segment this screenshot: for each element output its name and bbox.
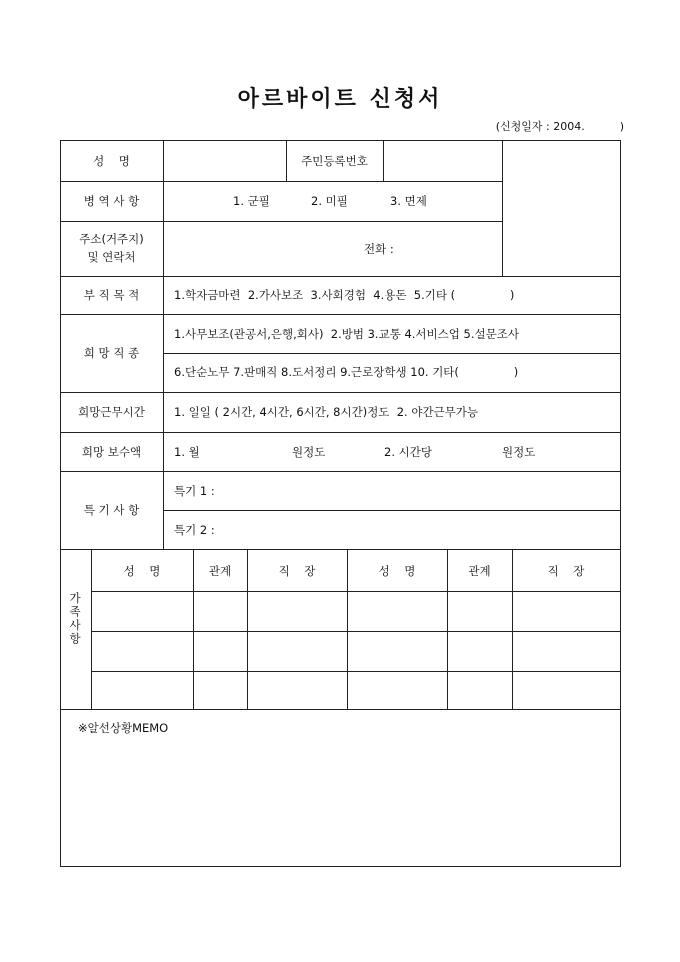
row-divider	[60, 181, 502, 182]
row-divider	[60, 314, 621, 315]
id-number-label: 주민등록번호	[301, 154, 368, 168]
military-option-not-served: 2. 미필	[311, 194, 348, 208]
military-label: 병 역 사 항	[83, 194, 140, 208]
pay-label: 희망 보수액	[81, 445, 142, 459]
row-divider	[91, 671, 621, 672]
work-time-options: 1. 일일 ( 2시간, 4시간, 6시간, 8시간)정도 2. 야간근무가능	[174, 405, 479, 419]
table-border-bottom	[60, 866, 621, 867]
special-item-2: 특기 2 :	[174, 523, 215, 537]
row-divider	[60, 471, 621, 472]
col-divider	[163, 140, 164, 550]
job-type-options-line1: 1.사무보조(관공서,은행,회사) 2.방범 3.교통 4.서비스업 5.설문조사	[174, 327, 519, 341]
special-item-1: 특기 1 :	[174, 484, 215, 498]
phone-label: 전화 :	[364, 242, 394, 256]
row-divider	[163, 510, 621, 511]
address-label-line1: 주소(거주지)	[79, 232, 144, 246]
row-divider	[91, 591, 621, 592]
family-section-label: 가족사항	[68, 592, 82, 646]
row-divider	[60, 432, 621, 433]
row-divider	[60, 276, 621, 277]
family-header-name: 성 명	[123, 564, 161, 578]
pay-hourly-suffix: 원정도	[502, 445, 536, 459]
pay-monthly-suffix: 원정도	[292, 445, 326, 459]
family-header-relation: 관계	[208, 564, 232, 578]
memo-label: ※알선상황MEMO	[78, 721, 169, 735]
military-option-served: 1. 군필	[233, 194, 270, 208]
col-divider	[383, 140, 384, 182]
purpose-label: 부 직 목 적	[83, 288, 140, 302]
job-type-label: 희 망 직 종	[83, 346, 140, 360]
row-divider	[60, 392, 621, 393]
application-date: (신청일자 : 2004. )	[495, 120, 624, 133]
military-option-exempt: 3. 면제	[390, 194, 427, 208]
family-header-workplace: 직 장	[278, 564, 316, 578]
address-label-line2: 및 연락처	[87, 250, 136, 264]
row-divider	[60, 709, 621, 710]
special-label: 특 기 사 항	[83, 503, 140, 517]
pay-hourly: 2. 시간당	[384, 445, 432, 459]
row-divider	[60, 221, 502, 222]
table-border-top	[60, 140, 621, 141]
purpose-options: 1.학자금마련 2.가사보조 3.사회경험 4.용돈 5.기타 ( )	[174, 288, 515, 302]
family-header-relation: 관계	[468, 564, 491, 578]
row-divider	[91, 631, 621, 632]
table-border-right	[620, 140, 621, 867]
family-header-name: 성 명	[378, 564, 416, 578]
pay-monthly: 1. 월	[174, 445, 200, 459]
work-time-label: 희망근무시간	[78, 405, 145, 419]
row-divider	[163, 353, 621, 354]
col-divider	[502, 140, 503, 277]
job-type-options-line2: 6.단순노무 7.판매직 8.도서정리 9.근로장학생 10. 기타( )	[174, 365, 519, 379]
form-title: 아르바이트 신청서	[237, 86, 443, 112]
family-header-workplace: 직 장	[547, 564, 585, 578]
row-divider	[60, 549, 621, 550]
name-label: 성 명	[93, 154, 130, 168]
